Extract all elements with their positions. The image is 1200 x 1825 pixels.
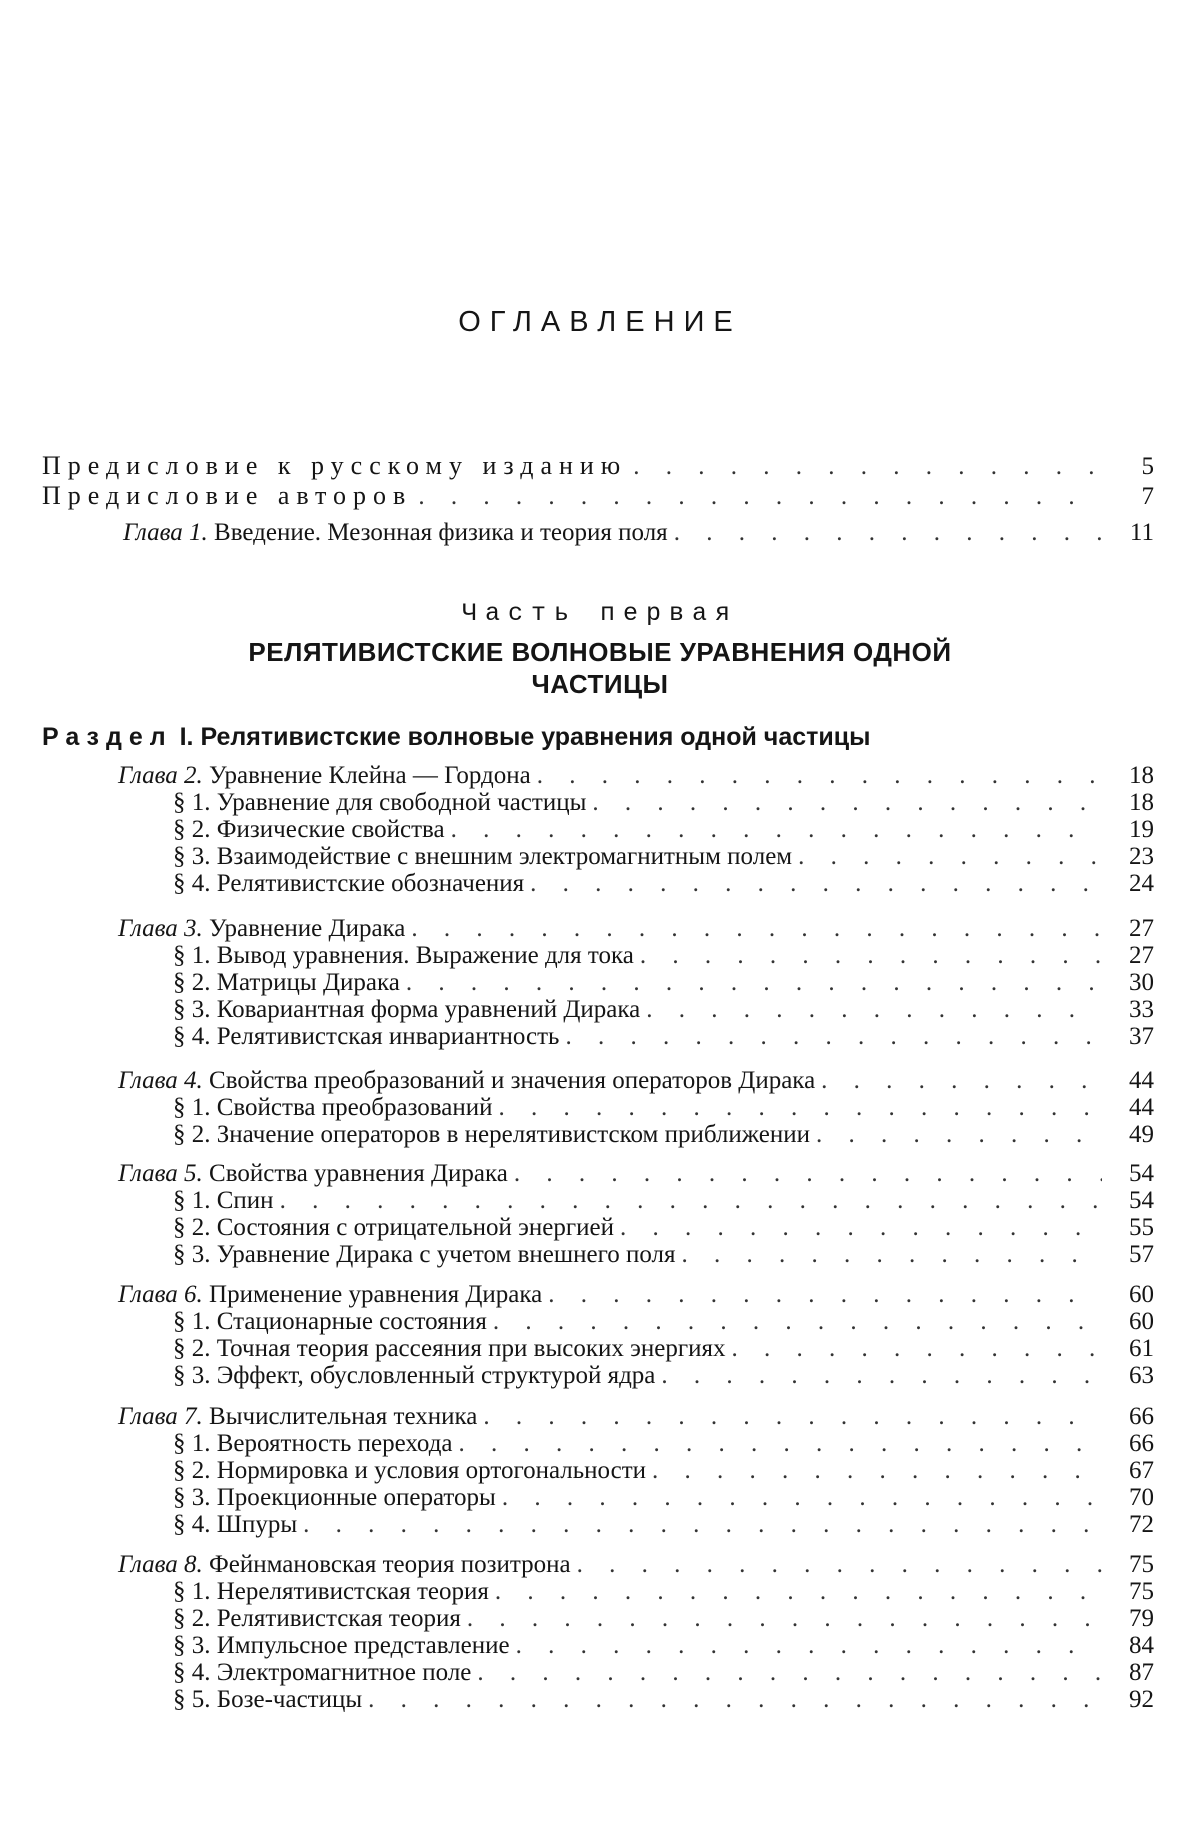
paragraph-title: Электромагнитное поле [216, 1659, 472, 1686]
entry-title [173, 942, 634, 970]
entry-title [173, 1578, 489, 1606]
entry-title [118, 1403, 477, 1431]
page-number: 7 [1141, 483, 1154, 510]
entry-title [173, 1023, 559, 1051]
entry-title [118, 762, 531, 790]
toc-entry-paragraph [173, 1308, 1154, 1336]
paragraph-number: § 4. [173, 1511, 211, 1538]
dot-leader [592, 789, 1102, 817]
page-number: 44 [1129, 1067, 1154, 1094]
paragraph-number: § 4. [173, 1659, 211, 1686]
paragraph-number: § 1. [173, 1187, 211, 1214]
page-number: 54 [1129, 1160, 1154, 1187]
page-number: 54 [1129, 1187, 1154, 1214]
entry-title [173, 1308, 487, 1336]
toc-entry-paragraph [173, 1335, 1154, 1363]
dot-leader [411, 915, 1102, 943]
entry-title: Предисловие к русскому изданию [42, 451, 628, 480]
page-number: 84 [1129, 1632, 1154, 1659]
dot-leader [577, 1551, 1102, 1579]
toc-entry-paragraph [173, 1686, 1154, 1714]
dot-leader [495, 1578, 1102, 1606]
toc-entry-chapter-1 [123, 519, 1154, 547]
dot-leader [530, 870, 1102, 898]
toc-entry-paragraph [173, 1511, 1154, 1539]
paragraph-title: Спин [216, 1187, 274, 1214]
entry-title [123, 519, 668, 547]
toc-entry-chapter-5 [118, 1160, 1154, 1188]
paragraph-title: Взаимодействие с внешним электромагнитным полем [216, 843, 793, 870]
section-word: Раздел [42, 723, 173, 751]
page-number: 67 [1129, 1457, 1154, 1484]
dot-leader [493, 1308, 1102, 1336]
page-number: 57 [1129, 1241, 1154, 1268]
paragraph-number: § 2. [173, 1335, 211, 1362]
toc-entry-paragraph [173, 1214, 1154, 1242]
entry-title [173, 1241, 676, 1269]
chapter-title: Свойства уравнения Дирака [209, 1160, 508, 1187]
paragraph-number: § 3. [173, 843, 211, 870]
entry-title [173, 816, 445, 844]
toc-entry-paragraph [173, 1023, 1154, 1051]
dot-leader [502, 1484, 1102, 1512]
paragraph-number: § 5. [173, 1686, 211, 1713]
page-number: 23 [1129, 843, 1154, 870]
chapter-title: Уравнение Дирака [209, 915, 406, 942]
toc-entry-preface-russian [42, 452, 1154, 481]
paragraph-title: Импульсное представление [216, 1632, 510, 1659]
page-number: 33 [1129, 996, 1154, 1023]
page-number: 79 [1129, 1605, 1154, 1632]
page-number: 87 [1129, 1659, 1154, 1686]
entry-title [173, 969, 400, 997]
chapter-label: Глава 8. [118, 1551, 203, 1578]
entry-title [173, 870, 524, 898]
toc-entry-chapter-8 [118, 1551, 1154, 1579]
paragraph-title: Значение операторов в нерелятивистском приближении [216, 1121, 810, 1148]
paragraph-number: § 1. [173, 1094, 211, 1121]
paragraph-title: Уравнение Дирака с учетом внешнего поля [216, 1241, 676, 1268]
dot-leader [821, 1067, 1102, 1095]
entry-title [173, 843, 792, 871]
chapter-label: Глава 5. [118, 1160, 203, 1187]
page-number: 18 [1129, 762, 1154, 789]
page-number: 60 [1129, 1308, 1154, 1335]
page-number: 18 [1129, 789, 1154, 816]
entry-title [173, 1187, 274, 1215]
page-number: 11 [1129, 519, 1154, 546]
entry-title [173, 1659, 471, 1687]
entry-title [118, 1067, 815, 1095]
dot-leader [418, 483, 1102, 511]
dot-leader [516, 1632, 1102, 1660]
dot-leader [514, 1160, 1102, 1188]
paragraph-number: § 2. [173, 1457, 211, 1484]
part-title-line: РЕЛЯТИВИСТСКИЕ ВОЛНОВЫЕ УРАВНЕНИЯ ОДНОЙ [248, 637, 952, 667]
toc-entry-paragraph [173, 843, 1154, 871]
dot-leader [633, 453, 1102, 481]
dot-leader [652, 1457, 1102, 1485]
toc-entry-paragraph [173, 1457, 1154, 1485]
paragraph-number: § 3. [173, 1632, 211, 1659]
toc-entry-paragraph [173, 816, 1154, 844]
toc-title: ОГЛАВЛЕНИЕ [458, 306, 742, 338]
dot-leader [459, 1430, 1102, 1458]
toc-entry-paragraph [173, 1187, 1154, 1215]
page-number: 61 [1129, 1335, 1154, 1362]
entry-title [173, 1457, 646, 1485]
entry-title [173, 1511, 297, 1539]
dot-leader [640, 942, 1102, 970]
section-heading [42, 723, 870, 752]
dot-leader [646, 996, 1102, 1024]
page-number: 30 [1129, 969, 1154, 996]
toc-entry-chapter-7 [118, 1403, 1154, 1431]
paragraph-title: Точная теория рассеяния при высоких энергиях [216, 1335, 726, 1362]
paragraph-number: § 2. [173, 1121, 211, 1148]
part-label: Часть первая [461, 599, 739, 628]
paragraph-title: Стационарные состояния [216, 1308, 487, 1335]
chapter-title: Свойства преобразований и значения операторов Дирака [209, 1067, 816, 1094]
paragraph-number: § 2. [173, 1214, 211, 1241]
paragraph-title: Уравнение для свободной частицы [216, 789, 587, 816]
page-number: 60 [1129, 1281, 1154, 1308]
chapter-title: Уравнение Клейна — Гордона [209, 762, 531, 789]
dot-leader [674, 519, 1102, 547]
page-number: 70 [1129, 1484, 1154, 1511]
entry-title [173, 1214, 614, 1242]
chapter-title: Применение уравнения Дирака [209, 1281, 543, 1308]
entry-title [118, 1160, 508, 1188]
page-number: 27 [1129, 915, 1154, 942]
dot-leader [731, 1335, 1102, 1363]
chapter-label: Глава 3. [118, 915, 203, 942]
dot-leader [537, 762, 1102, 790]
entry-title [173, 1430, 453, 1458]
entry-title [118, 1281, 542, 1309]
toc-entry-paragraph [173, 942, 1154, 970]
toc-entry-paragraph [173, 789, 1154, 817]
paragraph-number: § 2. [173, 1605, 211, 1632]
page-number: 5 [1141, 453, 1154, 480]
entry-title [118, 1551, 571, 1579]
dot-leader [661, 1362, 1102, 1390]
toc-entry-paragraph [173, 870, 1154, 898]
dot-leader [620, 1214, 1102, 1242]
page-number: 49 [1129, 1121, 1154, 1148]
paragraph-title: Свойства преобразований [216, 1094, 493, 1121]
paragraph-title: Состояния с отрицательной энергией [216, 1214, 614, 1241]
chapter-label: Глава 1. [123, 519, 208, 546]
toc-entry-chapter-3 [118, 915, 1154, 943]
paragraph-title: Ковариантная форма уравнений Дирака [216, 996, 641, 1023]
entry-title [173, 1094, 493, 1122]
section-number: I. [179, 723, 194, 751]
paragraph-title: Нормировка и условия ортогональности [216, 1457, 647, 1484]
entry-title [173, 1632, 510, 1660]
page-number: 72 [1129, 1511, 1154, 1538]
paragraph-number: § 3. [173, 1362, 211, 1389]
dot-leader [280, 1187, 1102, 1215]
toc-entry-chapter-2 [118, 762, 1154, 790]
chapter-label: Глава 2. [118, 762, 203, 789]
part-title [0, 636, 1200, 700]
entry-title [173, 1335, 725, 1363]
paragraph-number: § 1. [173, 942, 211, 969]
entry-title: Предисловие авторов [42, 481, 413, 510]
paragraph-title: Релятивистские обозначения [216, 870, 525, 897]
part-title-line: ЧАСТИЦЫ [531, 669, 669, 699]
dot-leader [565, 1023, 1102, 1051]
paragraph-title: Вероятность перехода [216, 1430, 453, 1457]
paragraph-number: § 1. [173, 789, 211, 816]
toc-entry-paragraph [173, 1632, 1154, 1660]
section-title: Релятивистские волновые уравнения одной частицы [200, 723, 871, 751]
chapter-label: Глава 7. [118, 1403, 203, 1430]
toc-entry-chapter-6 [118, 1281, 1154, 1309]
paragraph-title: Эффект, обусловленный структурой ядра [216, 1362, 656, 1389]
toc-entry-paragraph [173, 1362, 1154, 1390]
page-number: 66 [1129, 1403, 1154, 1430]
paragraph-title: Вывод уравнения. Выражение для тока [216, 942, 634, 969]
page-number: 24 [1129, 870, 1154, 897]
toc-entry-paragraph [173, 1241, 1154, 1269]
page-number: 37 [1129, 1023, 1154, 1050]
page-number: 27 [1129, 942, 1154, 969]
paragraph-title: Бозе-частицы [216, 1686, 363, 1713]
chapter-label: Глава 4. [118, 1067, 203, 1094]
page-number: 75 [1129, 1551, 1154, 1578]
page-number: 44 [1129, 1094, 1154, 1121]
dot-leader [483, 1403, 1102, 1431]
dot-leader [303, 1511, 1102, 1539]
page-number: 19 [1129, 816, 1154, 843]
entry-title [173, 1605, 461, 1633]
paragraph-title: Релятивистская инвариантность [216, 1023, 560, 1050]
paragraph-number: § 1. [173, 1578, 211, 1605]
paragraph-number: § 1. [173, 1308, 211, 1335]
paragraph-title: Физические свойства [216, 816, 445, 843]
toc-entry-paragraph [173, 1484, 1154, 1512]
toc-entry-chapter-4 [118, 1067, 1154, 1095]
dot-leader [816, 1121, 1102, 1149]
dot-leader [682, 1241, 1103, 1269]
entry-title [173, 996, 640, 1024]
paragraph-number: § 2. [173, 816, 211, 843]
dot-leader [499, 1094, 1102, 1122]
entry-title [173, 1484, 496, 1512]
toc-entry-paragraph [173, 1121, 1154, 1149]
toc-entry-paragraph [173, 969, 1154, 997]
page-number: 55 [1129, 1214, 1154, 1241]
toc-entry-paragraph [173, 1605, 1154, 1633]
entry-title [118, 915, 405, 943]
toc-entry-paragraph [173, 1430, 1154, 1458]
page-number: 66 [1129, 1430, 1154, 1457]
chapter-label: Глава 6. [118, 1281, 203, 1308]
dot-leader [406, 969, 1102, 997]
paragraph-number: § 4. [173, 870, 211, 897]
paragraph-title: Нерелятивистская теория [216, 1578, 489, 1605]
dot-leader [798, 843, 1102, 871]
paragraph-number: § 3. [173, 1241, 211, 1268]
dot-leader [477, 1659, 1102, 1687]
paragraph-title: Проекционные операторы [216, 1484, 496, 1511]
toc-entry-paragraph [173, 1094, 1154, 1122]
entry-title [173, 1121, 810, 1149]
dot-leader [451, 816, 1102, 844]
chapter-title: Фейнмановская теория позитрона [209, 1551, 571, 1578]
toc-entry-paragraph [173, 996, 1154, 1024]
page-number: 63 [1129, 1362, 1154, 1389]
page-number: 75 [1129, 1578, 1154, 1605]
paragraph-title: Релятивистская теория [216, 1605, 461, 1632]
toc-entry-paragraph [173, 1578, 1154, 1606]
chapter-title: Введение. Мезонная физика и теория поля [214, 519, 668, 546]
dot-leader [548, 1281, 1102, 1309]
chapter-title: Вычислительная техника [209, 1403, 478, 1430]
toc-entry-preface-authors [42, 482, 1154, 511]
entry-title [173, 1686, 362, 1714]
paragraph-number: § 3. [173, 1484, 211, 1511]
paragraph-number: § 4. [173, 1023, 211, 1050]
paragraph-number: § 1. [173, 1430, 211, 1457]
toc-entry-paragraph [173, 1659, 1154, 1687]
dot-leader [368, 1686, 1102, 1714]
paragraph-number: § 2. [173, 969, 211, 996]
entry-title [173, 789, 586, 817]
page-number: 92 [1129, 1686, 1154, 1713]
entry-title [173, 1362, 655, 1390]
paragraph-number: § 3. [173, 996, 211, 1023]
paragraph-title: Матрицы Дирака [216, 969, 400, 996]
dot-leader [467, 1605, 1102, 1633]
paragraph-title: Шпуры [216, 1511, 298, 1538]
